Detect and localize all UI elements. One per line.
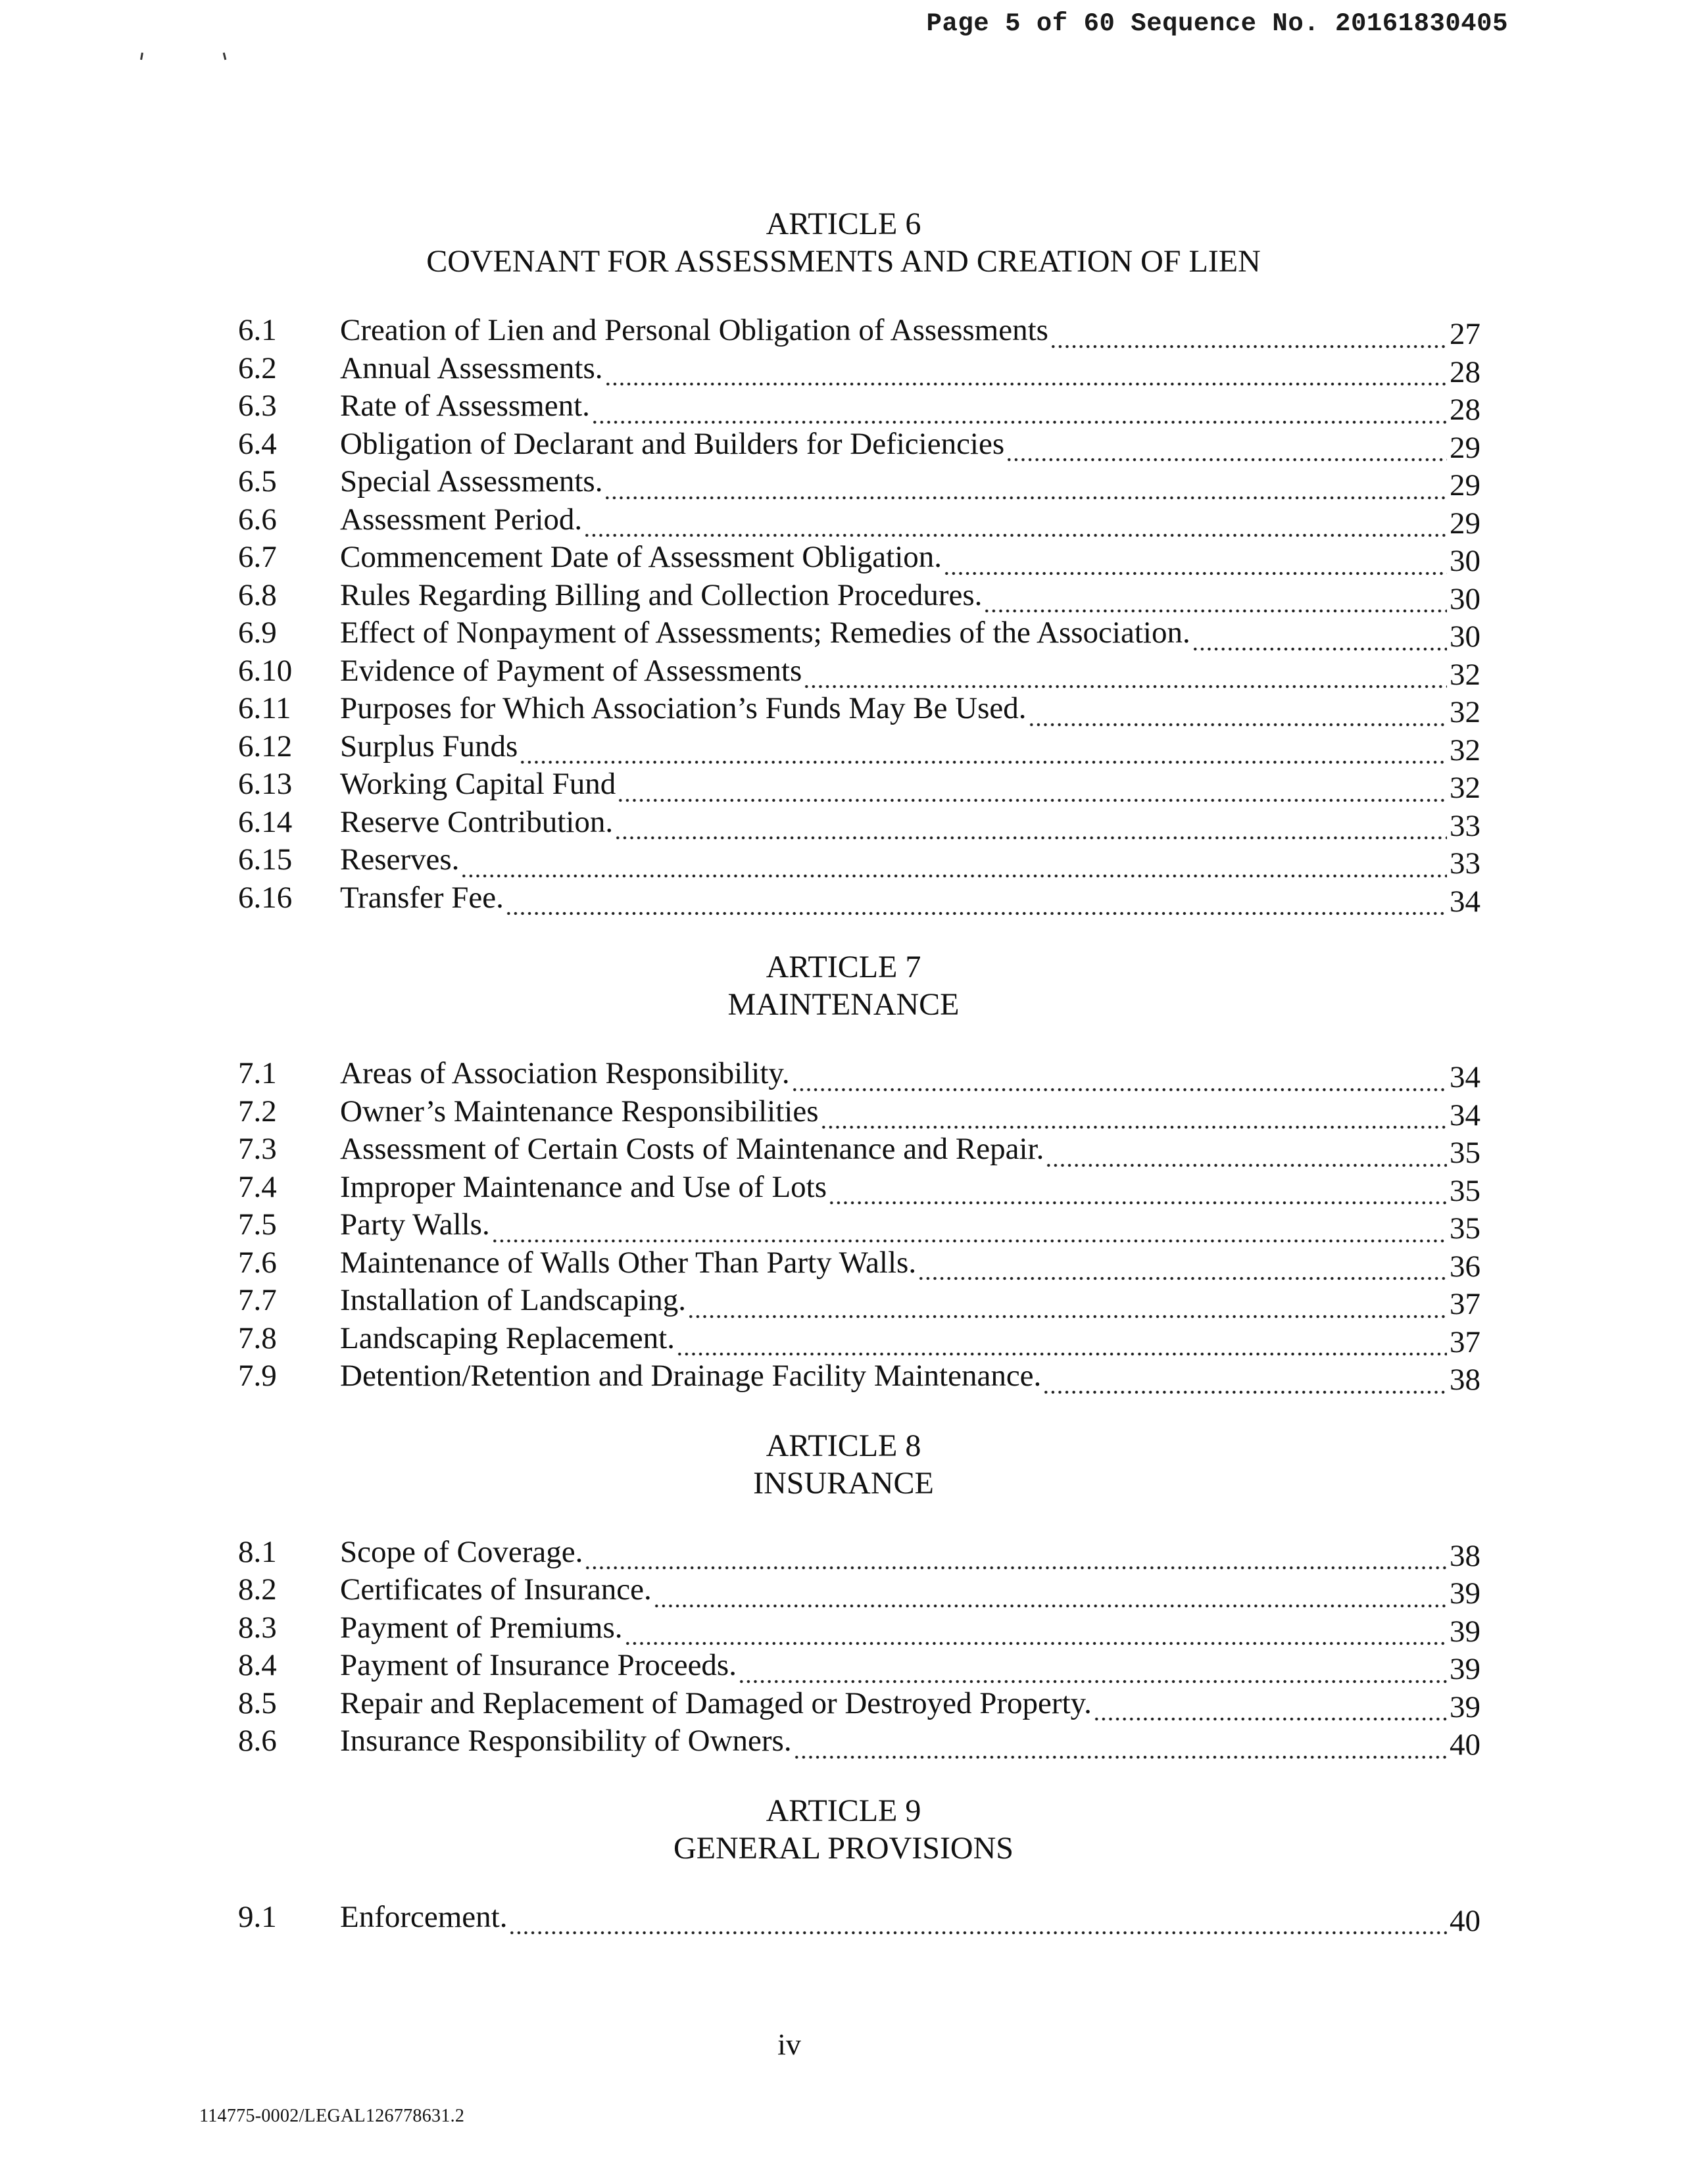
dot-leader	[1045, 1139, 1447, 1169]
section-page-number: 35	[1450, 1211, 1480, 1246]
toc-entry	[232, 1357, 1480, 1395]
section-title: Commencement Date of Assessment Obligation.	[340, 540, 942, 574]
dot-leader	[983, 585, 1447, 614]
section-number: 9.1	[238, 1899, 277, 1934]
dot-leader	[1006, 433, 1447, 463]
section-page-number: 40	[1450, 1903, 1480, 1938]
dot-leader	[624, 1617, 1448, 1647]
toc-entry	[232, 1055, 1480, 1093]
section-number: 6.10	[238, 653, 293, 688]
document-id: 114775-0002/LEGAL126778631.2	[199, 2106, 465, 2126]
section-number: 6.6	[238, 502, 277, 537]
section-number: 7.5	[238, 1207, 277, 1242]
section-number: 6.11	[238, 691, 291, 725]
section-page-number: 29	[1450, 468, 1480, 502]
section-number: 6.15	[238, 842, 293, 877]
section-title: Detention/Retention and Drainage Facility Maintenance.	[340, 1359, 1042, 1393]
section-number: 6.8	[238, 577, 277, 612]
dot-leader	[604, 472, 1447, 501]
section-page-number: 40	[1450, 1728, 1480, 1762]
dot-leader	[617, 774, 1447, 804]
section-page-number: 38	[1450, 1363, 1480, 1397]
section-page-number: 32	[1450, 657, 1480, 692]
section-number: 6.12	[238, 729, 293, 764]
section-page-number: 39	[1450, 1652, 1480, 1686]
section-title: Annual Assessments.	[340, 351, 603, 385]
table-of-contents	[0, 205, 1687, 1936]
dot-leader	[791, 1063, 1447, 1093]
section-page-number: 30	[1450, 544, 1480, 578]
section-page-number: 36	[1450, 1249, 1480, 1284]
toc-entry	[232, 501, 1480, 539]
section-page-number: 34	[1450, 1060, 1480, 1094]
section-title: Assessment Period.	[340, 502, 583, 537]
toc-entry	[232, 1206, 1480, 1244]
dot-leader	[943, 547, 1447, 577]
section-page-number: 32	[1450, 695, 1480, 729]
dot-leader	[460, 850, 1447, 879]
section-page-number: 37	[1450, 1287, 1480, 1321]
dot-leader	[491, 1215, 1447, 1244]
section-title: Rules Regarding Billing and Collection Procedures.	[340, 577, 983, 612]
toc-entry	[232, 1320, 1480, 1358]
section-title: Purposes for Which Association’s Funds May Be Used.	[340, 691, 1027, 725]
toc-entry-list	[232, 1055, 1480, 1395]
section-title: Certificates of Insurance.	[340, 1572, 652, 1607]
article-title: COVENANT FOR ASSESSMENTS AND CREATION OF LIEN	[426, 244, 1261, 279]
toc-entry	[232, 1647, 1480, 1685]
toc-entry	[232, 1169, 1480, 1207]
section-page-number: 30	[1450, 619, 1480, 654]
section-title: Owner’s Maintenance Responsibilities	[340, 1094, 819, 1128]
section-page-number: 32	[1450, 771, 1480, 805]
section-title: Working Capital Fund	[340, 767, 616, 801]
section-title: Scope of Coverage.	[340, 1534, 583, 1569]
section-title: Areas of Association Responsibility.	[340, 1056, 790, 1090]
toc-entry	[232, 387, 1480, 425]
article-heading	[0, 948, 1687, 1023]
section-title: Special Assessments.	[340, 464, 603, 498]
section-title: Obligation of Declarant and Builders for Deficiencies	[340, 426, 1005, 461]
section-page-number: 38	[1450, 1538, 1480, 1573]
toc-entry	[232, 463, 1480, 501]
article-heading	[0, 205, 1687, 280]
dot-leader	[1042, 1366, 1447, 1395]
section-title: Reserves.	[340, 842, 460, 877]
section-page-number: 35	[1450, 1136, 1480, 1170]
section-number: 7.4	[238, 1169, 277, 1204]
section-page-number: 39	[1450, 1689, 1480, 1724]
section-page-number: 27	[1450, 317, 1480, 351]
toc-entry-list	[232, 1534, 1480, 1760]
toc-entry	[232, 804, 1480, 842]
section-number: 6.14	[238, 804, 293, 839]
dot-leader	[583, 509, 1447, 539]
section-title: Enforcement.	[340, 1899, 508, 1934]
dot-leader	[738, 1655, 1447, 1685]
section-page-number: 28	[1450, 354, 1480, 389]
page-number: iv	[777, 2027, 801, 2061]
article-title: GENERAL PROVISIONS	[673, 1830, 1014, 1866]
toc-entry	[232, 1609, 1480, 1647]
section-title: Payment of Insurance Proceeds.	[340, 1648, 737, 1682]
section-number: 7.9	[238, 1359, 277, 1393]
article-title: MAINTENANCE	[727, 987, 960, 1022]
section-page-number: 35	[1450, 1173, 1480, 1208]
article-title: INSURANCE	[753, 1465, 934, 1501]
dot-leader	[828, 1177, 1447, 1206]
section-title: Maintenance of Walls Other Than Party Walls.	[340, 1245, 917, 1280]
toc-entry	[232, 690, 1480, 728]
section-title: Installation of Landscaping.	[340, 1283, 686, 1317]
toc-entry	[232, 1244, 1480, 1282]
section-number: 6.4	[238, 426, 277, 461]
section-number: 6.2	[238, 351, 277, 385]
toc-entry	[232, 312, 1480, 350]
toc-entry	[232, 879, 1480, 917]
section-title: Creation of Lien and Personal Obligation of Assessments	[340, 313, 1048, 347]
toc-entry	[232, 1093, 1480, 1131]
section-number: 6.5	[238, 464, 277, 498]
section-title: Repair and Replacement of Damaged or Destroyed Property.	[340, 1686, 1092, 1720]
section-number: 7.7	[238, 1283, 277, 1317]
toc-entry	[232, 350, 1480, 388]
dot-leader	[803, 660, 1447, 690]
page-sequence-stamp: Page 5 of 60 Sequence No. 20161830405	[926, 9, 1508, 38]
dot-leader	[1050, 320, 1447, 350]
section-number: 6.13	[238, 767, 293, 801]
section-title: Insurance Responsibility of Owners.	[340, 1724, 792, 1758]
section-page-number: 29	[1450, 430, 1480, 465]
article-number: ARTICLE 6	[766, 206, 921, 241]
dot-leader	[1028, 698, 1447, 728]
dot-leader	[584, 1541, 1447, 1571]
section-number: 6.7	[238, 540, 277, 574]
section-page-number: 33	[1450, 846, 1480, 881]
section-page-number: 37	[1450, 1324, 1480, 1359]
dot-leader	[653, 1580, 1447, 1609]
section-page-number: 29	[1450, 506, 1480, 541]
toc-entry	[232, 577, 1480, 615]
section-page-number: 34	[1450, 1098, 1480, 1132]
section-page-number: 30	[1450, 581, 1480, 616]
toc-entry	[232, 728, 1480, 766]
dot-leader	[505, 887, 1447, 917]
toc-entry	[232, 652, 1480, 691]
toc-entry-list	[232, 1899, 1480, 1937]
dot-leader	[1093, 1693, 1447, 1722]
article-number: ARTICLE 7	[766, 950, 921, 984]
toc-entry	[232, 1685, 1480, 1723]
toc-entry	[232, 1282, 1480, 1320]
section-page-number: 39	[1450, 1576, 1480, 1611]
toc-entry	[232, 425, 1480, 464]
section-number: 7.8	[238, 1321, 277, 1355]
dot-leader	[519, 736, 1447, 765]
toc-entry	[232, 1722, 1480, 1760]
section-number: 6.9	[238, 616, 277, 650]
section-page-number: 34	[1450, 884, 1480, 919]
section-number: 8.2	[238, 1572, 277, 1607]
dot-leader	[1192, 623, 1447, 652]
section-number: 7.1	[238, 1056, 277, 1090]
toc-entry	[232, 1571, 1480, 1609]
toc-entry	[232, 841, 1480, 879]
section-number: 7.2	[238, 1094, 277, 1128]
section-number: 8.4	[238, 1648, 277, 1682]
section-number: 7.6	[238, 1245, 277, 1280]
scan-mark	[140, 53, 143, 60]
section-number: 6.1	[238, 313, 277, 347]
toc-entry	[232, 1534, 1480, 1572]
dot-leader	[793, 1731, 1447, 1760]
section-page-number: 32	[1450, 733, 1480, 767]
section-title: Effect of Nonpayment of Assessments; Remedies of the Association.	[340, 616, 1190, 650]
dot-leader	[604, 358, 1448, 387]
article-heading	[0, 1427, 1687, 1502]
article-number: ARTICLE 9	[766, 1793, 921, 1828]
toc-entry	[232, 614, 1480, 652]
section-title: Party Walls.	[340, 1207, 490, 1242]
toc-entry	[232, 1899, 1480, 1937]
section-title: Rate of Assessment.	[340, 389, 590, 423]
toc-entry	[232, 1130, 1480, 1169]
dot-leader	[820, 1101, 1448, 1130]
section-title: Evidence of Payment of Assessments	[340, 653, 802, 688]
section-title: Transfer Fee.	[340, 880, 504, 915]
dot-leader	[614, 812, 1447, 841]
section-title: Reserve Contribution.	[340, 804, 614, 839]
section-number: 8.3	[238, 1610, 277, 1645]
dot-leader	[508, 1906, 1447, 1936]
section-title: Landscaping Replacement.	[340, 1321, 675, 1355]
toc-entry	[232, 539, 1480, 577]
section-number: 7.3	[238, 1132, 277, 1166]
section-number: 6.3	[238, 389, 277, 423]
section-page-number: 39	[1450, 1614, 1480, 1649]
toc-entry	[232, 765, 1480, 804]
section-title: Payment of Premiums.	[340, 1610, 623, 1645]
section-page-number: 28	[1450, 393, 1480, 427]
scan-mark	[223, 53, 227, 60]
section-number: 8.1	[238, 1534, 277, 1569]
section-number: 8.6	[238, 1724, 277, 1758]
section-title: Assessment of Certain Costs of Maintenance and Repair.	[340, 1132, 1044, 1166]
toc-entry-list	[232, 312, 1480, 917]
section-title: Improper Maintenance and Use of Lots	[340, 1169, 827, 1204]
section-title: Surplus Funds	[340, 729, 518, 764]
dot-leader	[591, 396, 1447, 425]
section-page-number: 33	[1450, 808, 1480, 843]
dot-leader	[917, 1252, 1447, 1282]
dot-leader	[676, 1328, 1447, 1357]
dot-leader	[687, 1290, 1447, 1320]
section-number: 8.5	[238, 1686, 277, 1720]
article-heading	[0, 1792, 1687, 1867]
section-number: 6.16	[238, 880, 293, 915]
article-number: ARTICLE 8	[766, 1428, 921, 1463]
